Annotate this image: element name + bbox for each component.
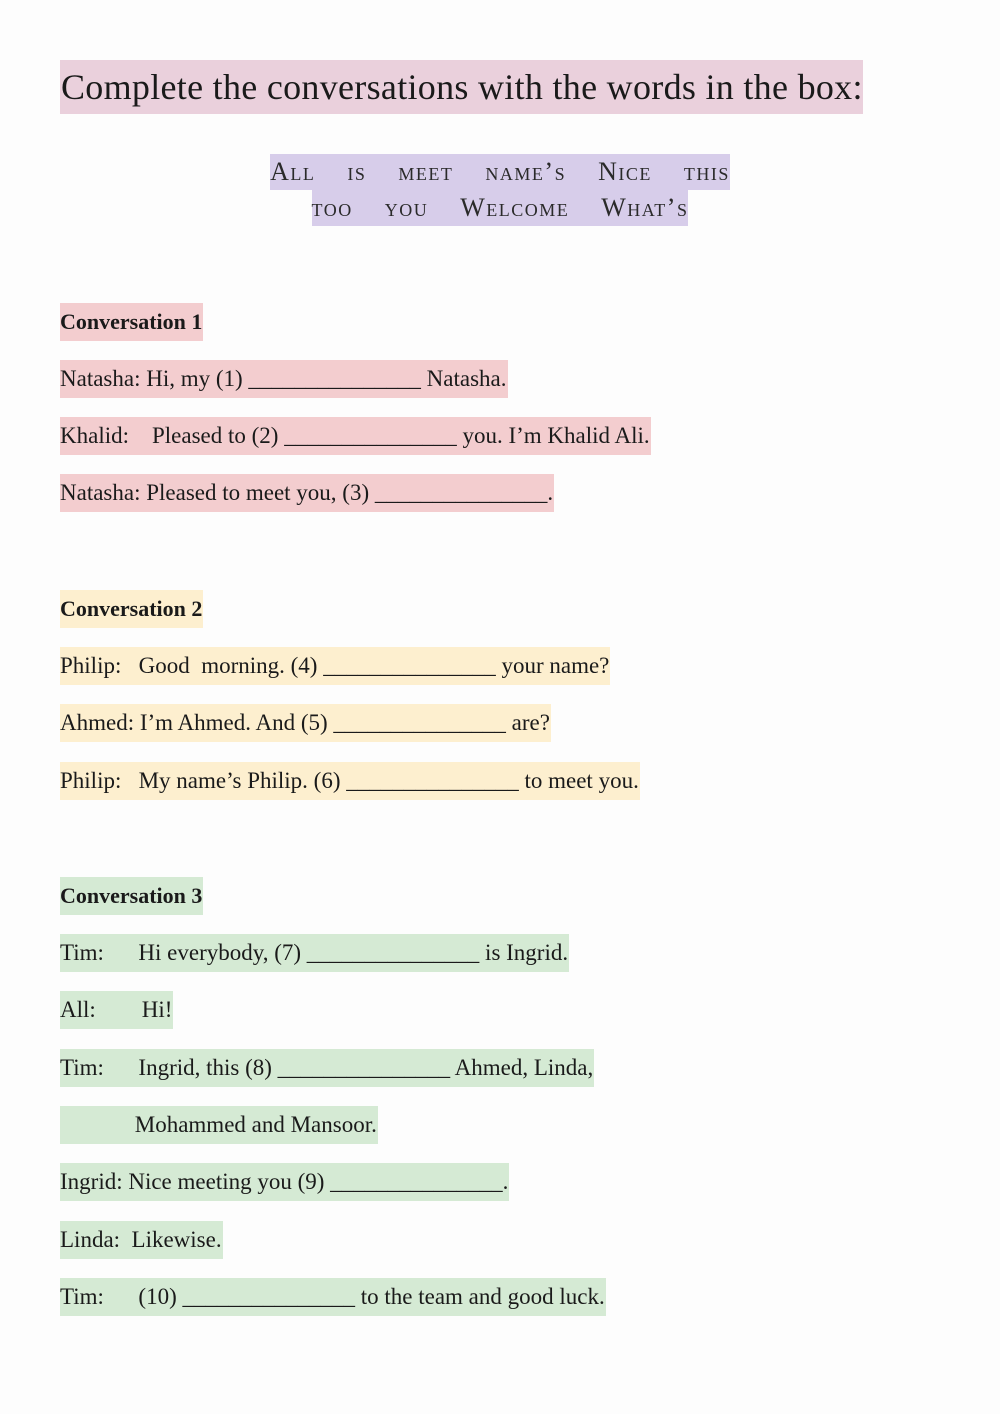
- conversation-3-line: Linda: Likewise.: [60, 1221, 223, 1259]
- word-option: What’s: [601, 193, 689, 222]
- word-option: too: [311, 193, 353, 222]
- word-option: Nice: [598, 157, 652, 186]
- conversation-2-line: Philip: My name’s Philip. (6) _______________ to meet you.: [60, 762, 640, 800]
- conversation-1-line: Natasha: Hi, my (1) _______________ Natasha.: [60, 360, 508, 398]
- conversation-1-line: Natasha: Pleased to meet you, (3) _______________.: [60, 474, 554, 512]
- conversation-3-heading: Conversation 3: [60, 877, 203, 915]
- word-option: is: [347, 157, 367, 186]
- word-option: Welcome: [460, 193, 570, 222]
- word-option: meet: [398, 157, 454, 186]
- word-option: All: [270, 157, 316, 186]
- conversation-2-line: Ahmed: I’m Ahmed. And (5) _______________ are?: [60, 704, 551, 742]
- conversation-2-line: Philip: Good morning. (4) _______________ your name?: [60, 647, 610, 685]
- conversation-3-line: Tim: (10) _______________ to the team and good luck.: [60, 1278, 606, 1316]
- conversation-1-heading: Conversation 1: [60, 303, 203, 341]
- worksheet-title: Complete the conversations with the words in the box:: [60, 60, 863, 114]
- word-box-row-1: [270, 154, 730, 190]
- conversation-1-line: Khalid: Pleased to (2) _______________ you. I’m Khalid Ali.: [60, 417, 651, 455]
- conversation-3-line: Tim: Hi everybody, (7) _______________ is Ingrid.: [60, 934, 569, 972]
- conversation-3-line: All: Hi!: [60, 991, 173, 1029]
- word-box-row-2: [312, 190, 689, 226]
- word-option: you: [384, 193, 429, 222]
- word-option: this: [683, 157, 730, 186]
- word-box: [0, 154, 1000, 226]
- conversation-3-line: Ingrid: Nice meeting you (9) _______________.: [60, 1163, 509, 1201]
- conversation-3-line: Mohammed and Mansoor.: [60, 1106, 378, 1144]
- word-option: name’s: [485, 157, 567, 186]
- conversation-3-line: Tim: Ingrid, this (8) _______________ Ahmed, Linda,: [60, 1049, 594, 1087]
- conversation-2-heading: Conversation 2: [60, 590, 203, 628]
